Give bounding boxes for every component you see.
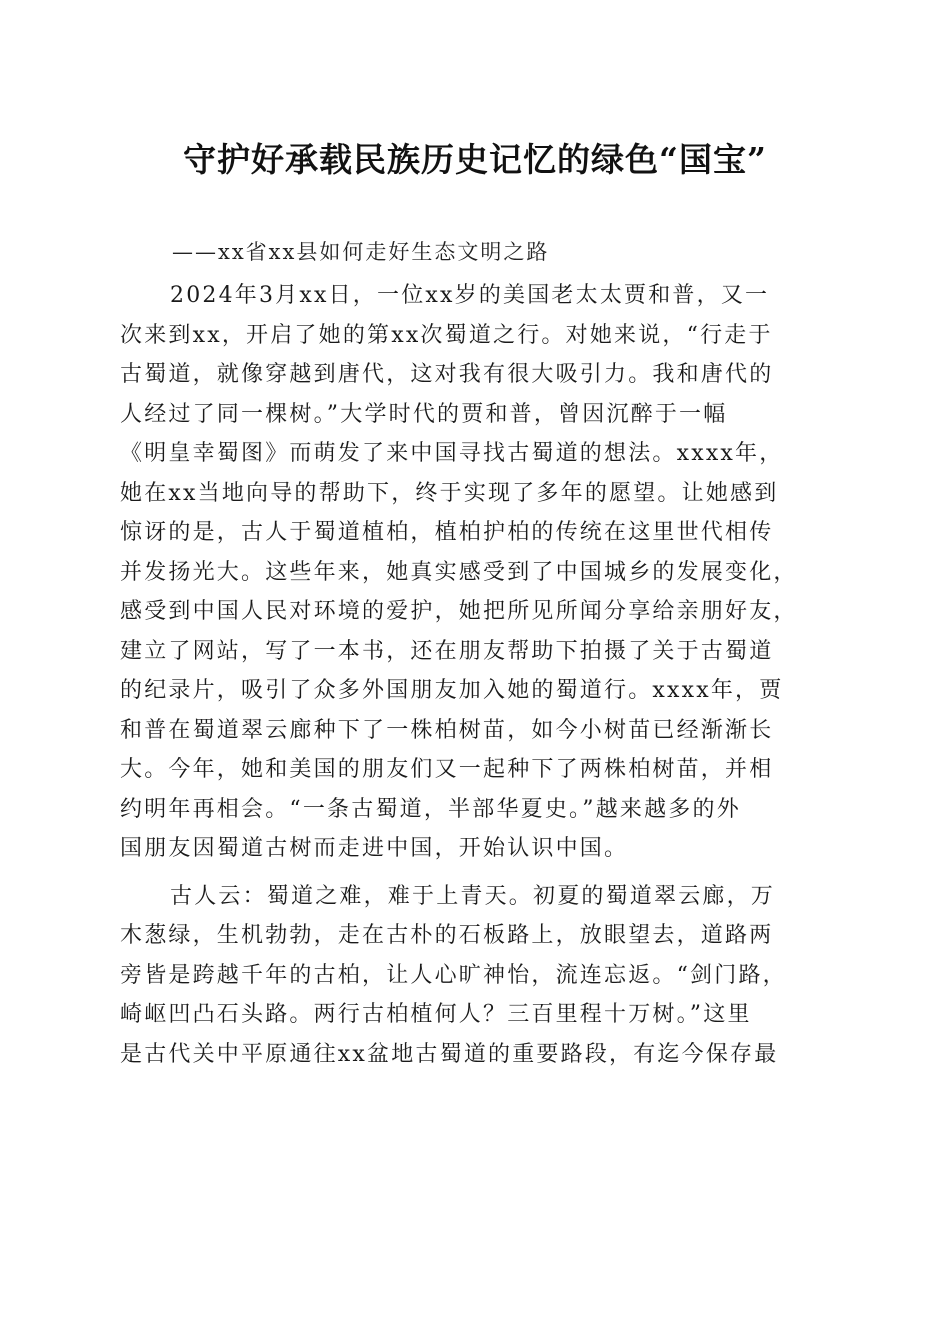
paragraph-line: 约明年再相会。“一条古蜀道，半部华夏史。”越来越多的外 [120,796,741,822]
paragraph-1 [120,276,840,869]
paragraph-line: 人经过了同一棵树。”大学时代的贾和普，曾因沉醉于一幅 [120,401,728,427]
paragraph-line: 木葱绿，生机勃勃，走在古朴的石板路上，放眼望去，道路两 [120,923,774,948]
paragraph-line: 《明皇幸蜀图》而萌发了来中国寻找古蜀道的想法。xxxx年， [120,441,784,466]
document-subtitle: ——xx省xx县如何走好生态文明之路 [172,240,550,264]
paragraph-line: 旁皆是跨越千年的古柏，让人心旷神怡，流连忘返。“剑门路， [120,962,787,988]
paragraph-line: 的纪录片，吸引了众多外国朋友加入她的蜀道行。xxxx年，贾 [120,678,784,703]
paragraph-line: 并发扬光大。这些年来，她真实感受到了中国城乡的发展变化， [120,559,798,585]
paragraph-line: 古蜀道，就像穿越到唐代，这对我有很大吸引力。我和唐代的 [120,362,774,387]
paragraph-line: 和普在蜀道翠云廊种下了一株柏树苗，如今小树苗已经渐渐长 [120,717,774,743]
paragraph-2 [120,877,840,1075]
paragraph-line: 2024年3月xx日，一位xx岁的美国老太太贾和普，又一 [170,283,770,308]
paragraph-line: 她在xx当地向导的帮助下，终于实现了多年的愿望。让她感到 [120,480,779,506]
document-title: 守护好承载民族历史记忆的绿色“国宝” [183,140,767,179]
paragraph-line: 古人云：蜀道之难，难于上青天。初夏的蜀道翠云廊，万 [170,883,776,909]
paragraph-line: 惊讶的是，古人于蜀道植柏，植柏护柏的传统在这里世代相传 [120,520,774,545]
paragraph-spacer [120,869,840,877]
paragraph-line: 次来到xx，开启了她的第xx次蜀道之行。对她来说，“行走于 [120,322,773,348]
document-body [120,276,840,1074]
paragraph-line: 大。今年，她和美国的朋友们又一起种下了两株柏树苗，并相 [120,757,774,782]
paragraph-line: 建立了网站，写了一本书，还在朋友帮助下拍摄了关于古蜀道 [120,638,774,664]
paragraph-line: 感受到中国人民对环境的爱护，她把所见所闻分享给亲朋好友， [120,599,798,624]
paragraph-line: 是古代关中平原通往xx盆地古蜀道的重要路段，有迄今保存最 [120,1041,779,1067]
paragraph-line: 崎岖凹凸石头路。两行古柏植何人？三百里程十万树。”这里 [120,1002,752,1027]
paragraph-line: 国朋友因蜀道古树而走进中国，开始认识中国。 [120,836,629,861]
